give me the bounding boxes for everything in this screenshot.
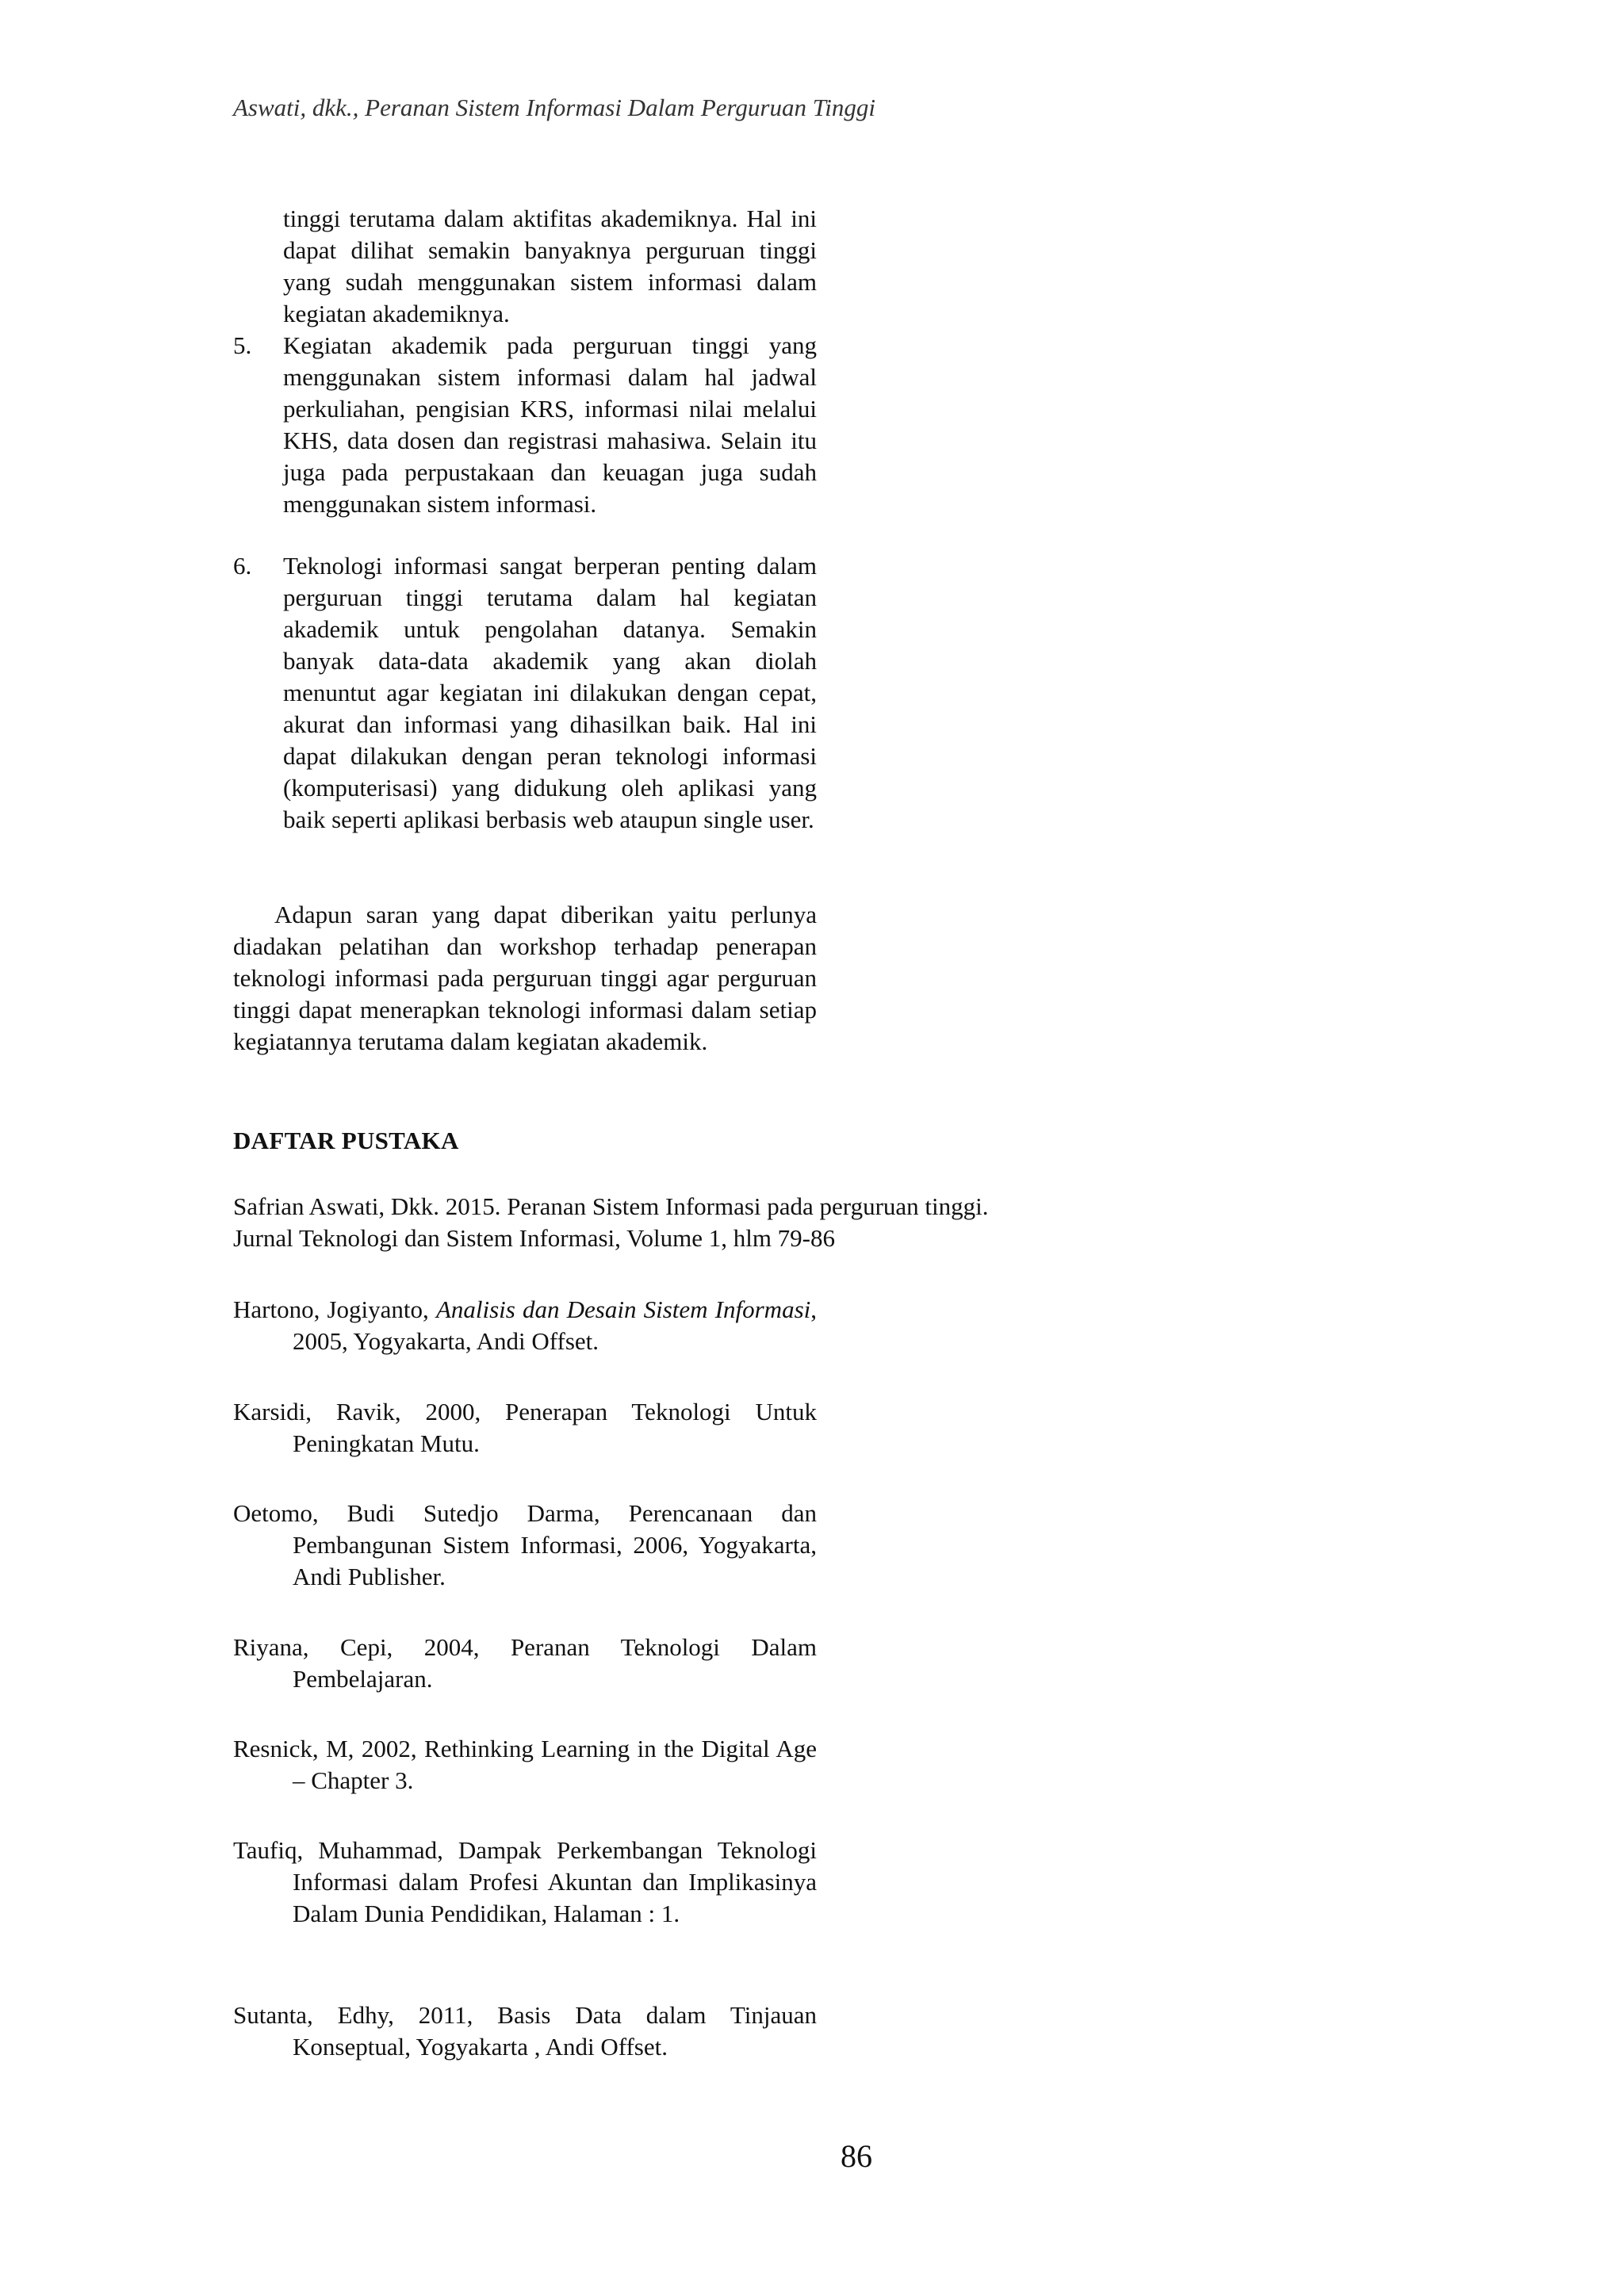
reference-entry-3: Karsidi, Ravik, 2000, Penerapan Teknologi Untuk Peningkatan Mutu.	[233, 1398, 817, 1457]
references-heading: DAFTAR PUSTAKA	[233, 1127, 459, 1154]
running-header: Aswati, dkk., Peranan Sistem Informasi Dalam Perguruan Tinggi	[233, 94, 875, 121]
reference-1-line-1: Safrian Aswati, Dkk. 2015. Peranan Sistem Informasi pada perguruan tinggi.	[233, 1192, 989, 1220]
reference-entry-5: Riyana, Cepi, 2004, Peranan Teknologi Dalam Pembelajaran.	[233, 1633, 817, 1693]
list-item-number: 5.	[233, 331, 252, 359]
list-item-number: 6.	[233, 552, 252, 580]
suggestion-paragraph: Adapun saran yang dapat diberikan yaitu perlunya diadakan pelatihan dan workshop terhadap penerapan teknologi informasi pada perguruan tinggi agar perguruan tinggi dapat menerapkan teknologi informasi dalam setiap kegiatannya terutama dalam kegiatan akademik.	[233, 901, 817, 1055]
reference-entry-2	[233, 1294, 817, 1357]
reference-2-author: Hartono, Jogiyanto,	[233, 1295, 436, 1323]
reference-1-line-2: Jurnal Teknologi dan Sistem Informasi, Volume 1, hlm 79-86	[233, 1224, 836, 1252]
reference-entry-1	[233, 1191, 1105, 1254]
list-item-text: Kegiatan akademik pada perguruan tinggi yang menggunakan sistem informasi dalam hal jadwal perkuliahan, pengisian KRS, informasi nilai melalui KHS, data dosen dan registrasi mahasiwa. Selain itu juga pada perpustakaan dan keuagan juga sudah menggunakan sistem informasi.	[283, 331, 817, 518]
list-continuation-text: tinggi terutama dalam aktifitas akademiknya. Hal ini dapat dilihat semakin banyaknya perguruan tinggi yang sudah menggunakan sistem informasi dalam kegiatan akademiknya.	[283, 205, 817, 327]
reference-entry-8: Sutanta, Edhy, 2011, Basis Data dalam Tinjauan Konseptual, Yogyakarta , Andi Offset.	[233, 2001, 817, 2061]
reference-entry-4: Oetomo, Budi Sutedjo Darma, Perencanaan dan Pembangunan Sistem Informasi, 2006, Yogyakarta, Andi Publisher.	[233, 1499, 817, 1590]
reference-2-title: Analisis dan Desain Sistem Informasi	[435, 1295, 811, 1323]
reference-entry-6: Resnick, M, 2002, Rethinking Learning in the Digital Age – Chapter 3.	[233, 1735, 817, 1794]
reference-2-publication: , 2005, Yogyakarta, Andi Offset.	[293, 1295, 817, 1355]
reference-entry-7: Taufiq, Muhammad, Dampak Perkembangan Teknologi Informasi dalam Profesi Akuntan dan Implikasinya Dalam Dunia Pendidikan, Halaman : 1.	[233, 1836, 817, 1927]
list-item-text: Teknologi informasi sangat berperan penting dalam perguruan tinggi terutama dalam hal kegiatan akademik untuk pengolahan datanya. Semakin banyak data-data akademik yang akan diolah menuntut agar kegiatan ini dilakukan dengan cepat, akurat dan informasi yang dihasilkan baik. Hal ini dapat dilakukan dengan peran teknologi informasi (komputerisasi) yang didukung oleh aplikasi yang baik seperti aplikasi berbasis web ataupun single user.	[283, 552, 817, 833]
page-number: 86	[841, 2138, 872, 2174]
